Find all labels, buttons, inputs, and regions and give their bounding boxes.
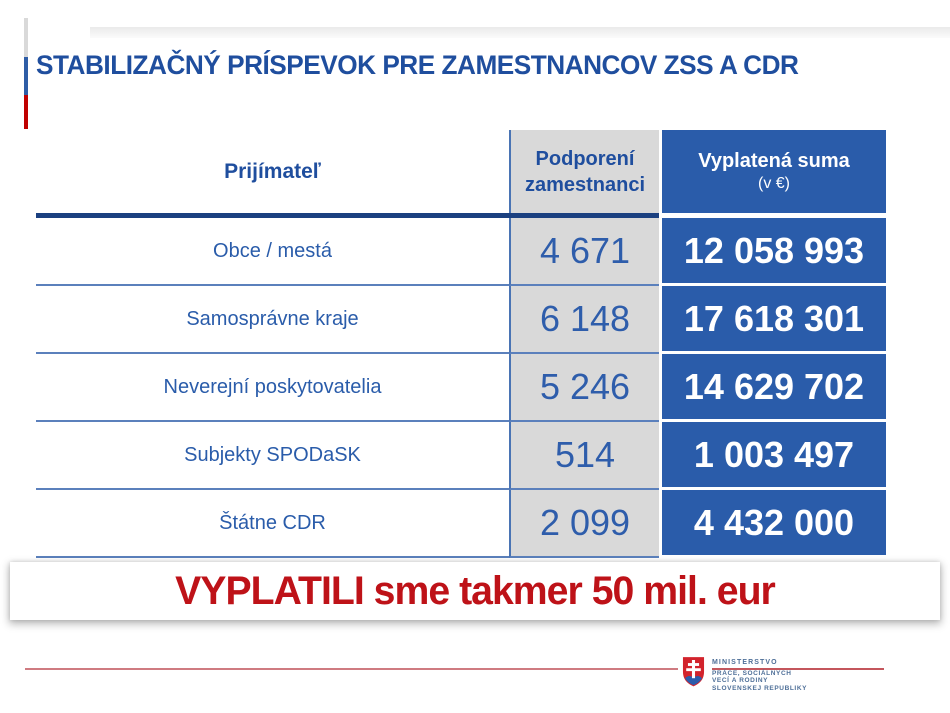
slovak-coat-of-arms-icon	[682, 656, 705, 687]
accent-bar-red-segment	[24, 95, 28, 129]
supported-count: 4 671	[509, 218, 659, 286]
header-cell-recipient: Prijímateľ	[36, 130, 509, 213]
page-title: STABILIZAČNÝ PRÍSPEVOK PRE ZAMESTNANCOV ZSS A CDR	[36, 50, 799, 80]
ministry-name-line4: SLOVENSKEJ REPUBLIKY	[712, 684, 808, 692]
table-row	[36, 490, 886, 558]
ministry-name-block	[712, 658, 892, 692]
table-row	[36, 286, 886, 354]
payout-banner	[10, 562, 940, 620]
supported-count: 514	[509, 422, 659, 490]
sum-header-unit: (v €)	[758, 175, 790, 192]
header-cell-supported: Podporení zamestnanci	[509, 130, 659, 213]
ministry-name-line2: PRÁCE, SOCIÁLNYCH	[712, 669, 792, 677]
accent-bar-gray-segment	[24, 18, 28, 57]
top-shade-band	[90, 27, 950, 38]
supported-count: 6 148	[509, 286, 659, 354]
paid-sum: 4 432 000	[662, 490, 886, 558]
ministry-name-line1: MINISTERSTVO	[712, 659, 778, 666]
ministry-name-line3: VECÍ A RODINY	[712, 677, 769, 684]
paid-sum: 17 618 301	[662, 286, 886, 354]
row-label: Štátne CDR	[36, 490, 509, 558]
row-label: Samosprávne kraje	[36, 286, 509, 354]
table-row	[36, 218, 886, 286]
supported-count: 5 246	[509, 354, 659, 422]
table-header-row	[36, 130, 886, 213]
sum-header-title: Vyplatená suma	[698, 150, 850, 172]
accent-bar-blue-segment	[24, 57, 28, 95]
paid-sum: 12 058 993	[662, 218, 886, 286]
supported-count: 2 099	[509, 490, 659, 558]
table-row	[36, 354, 886, 422]
title-accent-bar	[24, 18, 28, 129]
row-label: Obce / mestá	[36, 218, 509, 286]
recipients-table	[36, 130, 886, 558]
table-row	[36, 422, 886, 490]
paid-sum: 14 629 702	[662, 354, 886, 422]
footer-rule-left	[25, 668, 678, 670]
payout-banner-text: VYPLATILI sme takmer 50 mil. eur	[175, 568, 775, 613]
row-label: Neverejní poskytovatelia	[36, 354, 509, 422]
header-cell-sum	[662, 130, 886, 213]
paid-sum: 1 003 497	[662, 422, 886, 490]
row-label: Subjekty SPODaSK	[36, 422, 509, 490]
